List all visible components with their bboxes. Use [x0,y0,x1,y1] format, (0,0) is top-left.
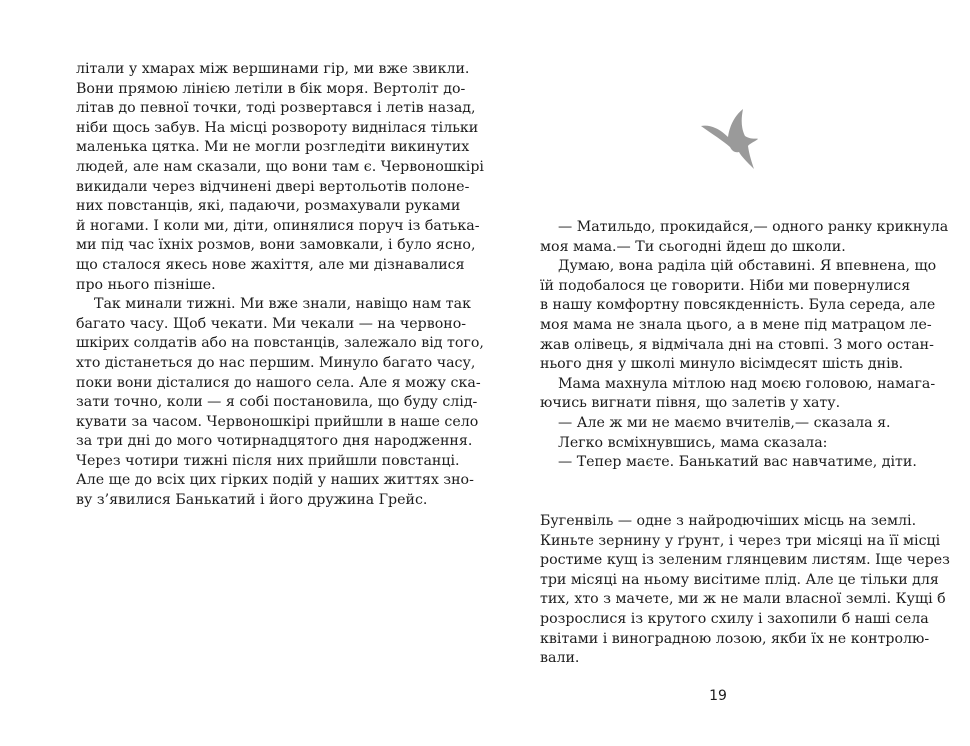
text-line: багато часу. Щоб чекати. Ми чекали — на червоно- [76,315,467,332]
text-line: за три дні до мого чотирнадцятого дня народження. [76,433,473,450]
right-page [540,0,950,746]
text-line: літали у хмарах між вершинами гір, ми вже звикли. [76,61,470,77]
page-number: 19 [709,688,727,704]
text-line: Мама махнула мітлою над моєю головою, намага- [558,375,936,392]
text-line: їй подобалося це говорити. Ніби ми повернулися [540,277,911,294]
text-line: ву з’явилися Банькатий і його дружина Грейс. [76,492,428,509]
left-page [76,0,484,746]
text-line: в нашу комфортну повсякденність. Була середа, але [540,297,936,314]
text-line: шкірих солдатів або на повстанців, залежало від того, [76,335,484,352]
text-line: Але ще до всіх цих гірких подій у наших життях зно- [76,472,474,489]
text-line: літав до певної точки, тоді розвертався і летів назад, [76,100,476,117]
text-line: й ногами. І коли ми, діти, опинялися поруч із батька- [76,217,480,234]
text-line: вали. [540,650,580,667]
text-line: зати точно, коли — я собі постановила, що буду слід- [76,394,478,411]
text-line: що сталося якесь нове жахіття, але ми дізнавалися [76,256,465,273]
text-line: Через чотири тижні після них прийшли повстанці. [76,452,460,469]
left-text-block [76,60,484,511]
text-line: Киньте зернину у ґрунт, і через три місяці на її місці [540,532,941,549]
text-line: тих, хто з мачете, ми ж не мали власної землі. Кущі б [540,591,946,608]
text-line: три місяці на ньому висітиме плід. Але це тільки для [540,571,939,588]
text-line: нього дня у школі минуло вісімдесят шість днів. [540,356,904,373]
right-section-2 [540,512,950,669]
text-line: ючись вигнати півня, що залетів у хату. [540,395,841,412]
bird-icon [699,106,759,172]
text-line: розрослися із крутого схилу і захопили б наші села [540,610,929,627]
text-line: — Матильдо, прокидайся,— одного ранку крикнула [558,219,949,235]
text-line: людей, але нам сказали, що вони там є. Червоношкірі [76,158,484,175]
text-line: Легко всміхнувшись, мама сказала: [558,434,828,451]
text-line: квітами і виноградною лозою, якби їх не контролю- [540,630,930,647]
text-line: моя мама не знала цього, а в мене під матрацом ле- [540,316,932,333]
text-line: Думаю, вона раділа цій обставині. Я впевнена, що [558,258,937,275]
text-line: — Але ж ми не маємо вчителів,— сказала я. [558,414,891,431]
text-line: про нього пізніше. [76,276,216,293]
right-section-1 [540,218,949,473]
text-line: ростиме кущ із зеленим глянцевим листям. Іще через [540,552,950,569]
text-line: — Тепер маєте. Банькатий вас навчатиме, діти. [558,454,917,471]
text-line: Так минали тижні. Ми вже знали, навіщо нам так [94,296,471,313]
text-line: жав олівець, я відмічала дні на стовпі. З мого остан- [540,336,934,353]
bird-silhouette [701,109,758,169]
text-line: Вони прямою лінією летіли в бік моря. Вертоліт до- [76,80,466,97]
text-line: моя мама.— Ти сьогодні йдеш до школи. [540,238,846,255]
text-line: маленька цятка. Ми не могли розгледіти викинутих [76,139,470,156]
text-line: викидали через відчинені двері вертольотів полоне- [76,178,470,195]
text-line: поки вони дісталися до нашого села. Але я можу ска- [76,374,481,391]
text-line: ми під час їхніх розмов, вони замовкали, і було ясно, [76,237,476,254]
text-line: кувати за часом. Червоношкірі прийшли в наше село [76,413,479,430]
text-line: ніби щось забув. На місці розвороту виднілася тільки [76,119,479,136]
text-line: них повстанців, які, падаючи, розмахували руками [76,198,461,215]
text-line: Бугенвіль — одне з найродючіших місць на землі. [540,513,917,529]
text-line: хто дістанеться до нас першим. Минуло багато часу, [76,354,476,371]
